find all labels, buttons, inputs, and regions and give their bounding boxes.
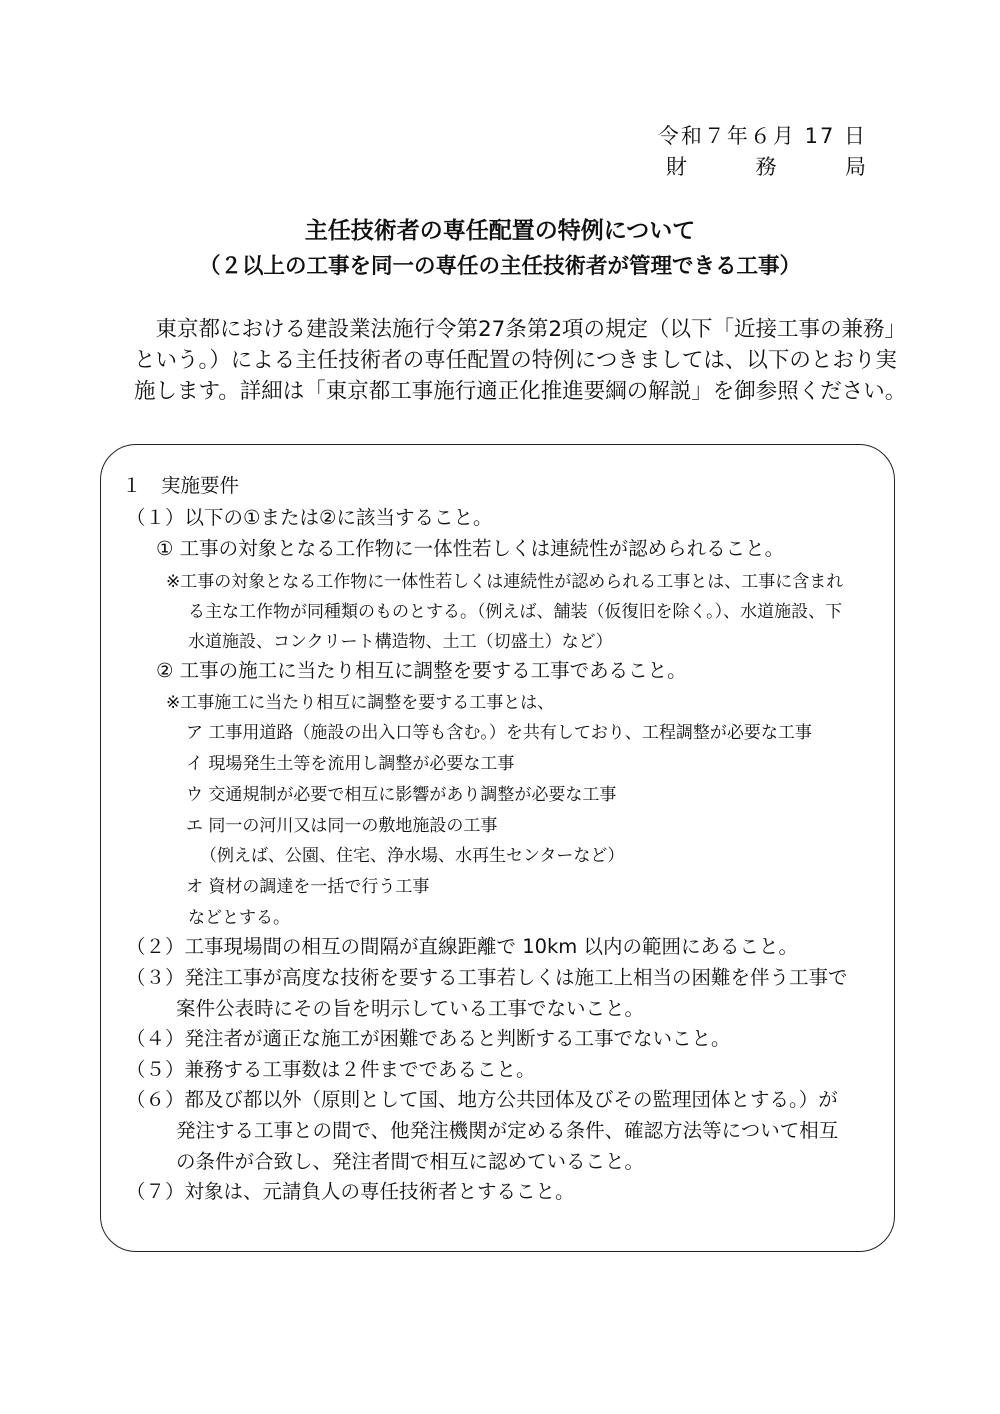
note-closing: などとする。 xyxy=(188,908,290,928)
note-intro: ※工事施工に当たり相互に調整を要する工事とは、 xyxy=(166,693,555,713)
note-item: ア 工事用道路（施設の出入口等も含む。）を共有しており、工程調整が必要な工事 xyxy=(186,723,812,743)
note-line: ※工事の対象となる工作物に一体性若しくは連続性が認められる工事とは、工事に含まれ xyxy=(166,572,844,592)
document-subtitle: （２以上の工事を同一の専任の主任技術者が管理できる工事） xyxy=(198,254,801,279)
requirement-item-3: （３）発注工事が高度な技術を要する工事若しくは施工上相当の困難を伴う工事で xyxy=(126,966,848,989)
requirement-item-3-cont: 案件公表時にその旨を明示している工事でないこと。 xyxy=(176,997,645,1020)
intro-line: という。）による主任技術者の専任配置の特例につきましては、以下のとおり実 xyxy=(134,348,897,373)
department-char: 務 xyxy=(755,155,777,179)
requirement-item-5: （５）兼務する工事数は２件までであること。 xyxy=(126,1058,536,1081)
department-name xyxy=(666,151,866,181)
intro-line: 東京都における建設業法施行令第27条第2項の規定（以下「近接工事の兼務」 xyxy=(134,317,907,342)
department-char: 財 xyxy=(666,155,687,179)
requirement-item-6-cont: の条件が合致し、発注者間で相互に認めていること。 xyxy=(176,1150,645,1173)
note-item: オ 資材の調達を一括で行う工事 xyxy=(186,877,430,897)
requirement-item-6: （６）都及び都以外（原則として国、地方公共団体及びその監理団体とする。）が xyxy=(126,1088,838,1111)
intro-line: 施します。詳細は「東京都工事施行適正化推進要綱の解説」を御参照ください。 xyxy=(134,379,907,404)
issue-date: 令和７年６月 17 日 xyxy=(657,124,867,148)
department-char: 局 xyxy=(845,155,866,179)
section-heading: １ 実施要件 xyxy=(122,474,240,497)
requirement-item-7: （７）対象は、元請負人の専任技術者とすること。 xyxy=(126,1180,575,1203)
requirement-item-1-2: ② 工事の施工に当たり相互に調整を要する工事であること。 xyxy=(156,659,687,682)
requirement-item-2: （２）工事現場間の相互の間隔が直線距離で 10km 以内の範囲にあること。 xyxy=(126,935,798,958)
intro-paragraph xyxy=(134,314,907,407)
note-line: 水道施設、コンクリート構造物、土工（切盛土）など） xyxy=(188,632,613,652)
note-item-example: （例えば、公園、住宅、浄水場、水再生センターなど） xyxy=(200,846,625,866)
note-item: ウ 交通規制が必要で相互に影響があり調整が必要な工事 xyxy=(186,785,617,805)
document-title: 主任技術者の専任配置の特例について xyxy=(304,218,696,244)
requirement-item-6-cont: 発注する工事との間で、他発注機関が定める条件、確認方法等について相互 xyxy=(176,1119,839,1142)
note-item: エ 同一の河川又は同一の敷地施設の工事 xyxy=(186,816,498,836)
requirement-item-4: （４）発注者が適正な施工が困難であると判断する工事でないこと。 xyxy=(126,1027,731,1050)
note-item: イ 現場発生土等を流用し調整が必要な工事 xyxy=(186,754,515,774)
requirement-item-1: （１）以下の①または②に該当すること。 xyxy=(126,506,493,529)
note-line: る主な工作物が同種類のものとする。（例えば、舗装（仮復旧を除く。）、水道施設、下 xyxy=(188,602,843,622)
requirement-item-1-1: ① 工事の対象となる工作物に一体性若しくは連続性が認められること。 xyxy=(156,537,785,560)
